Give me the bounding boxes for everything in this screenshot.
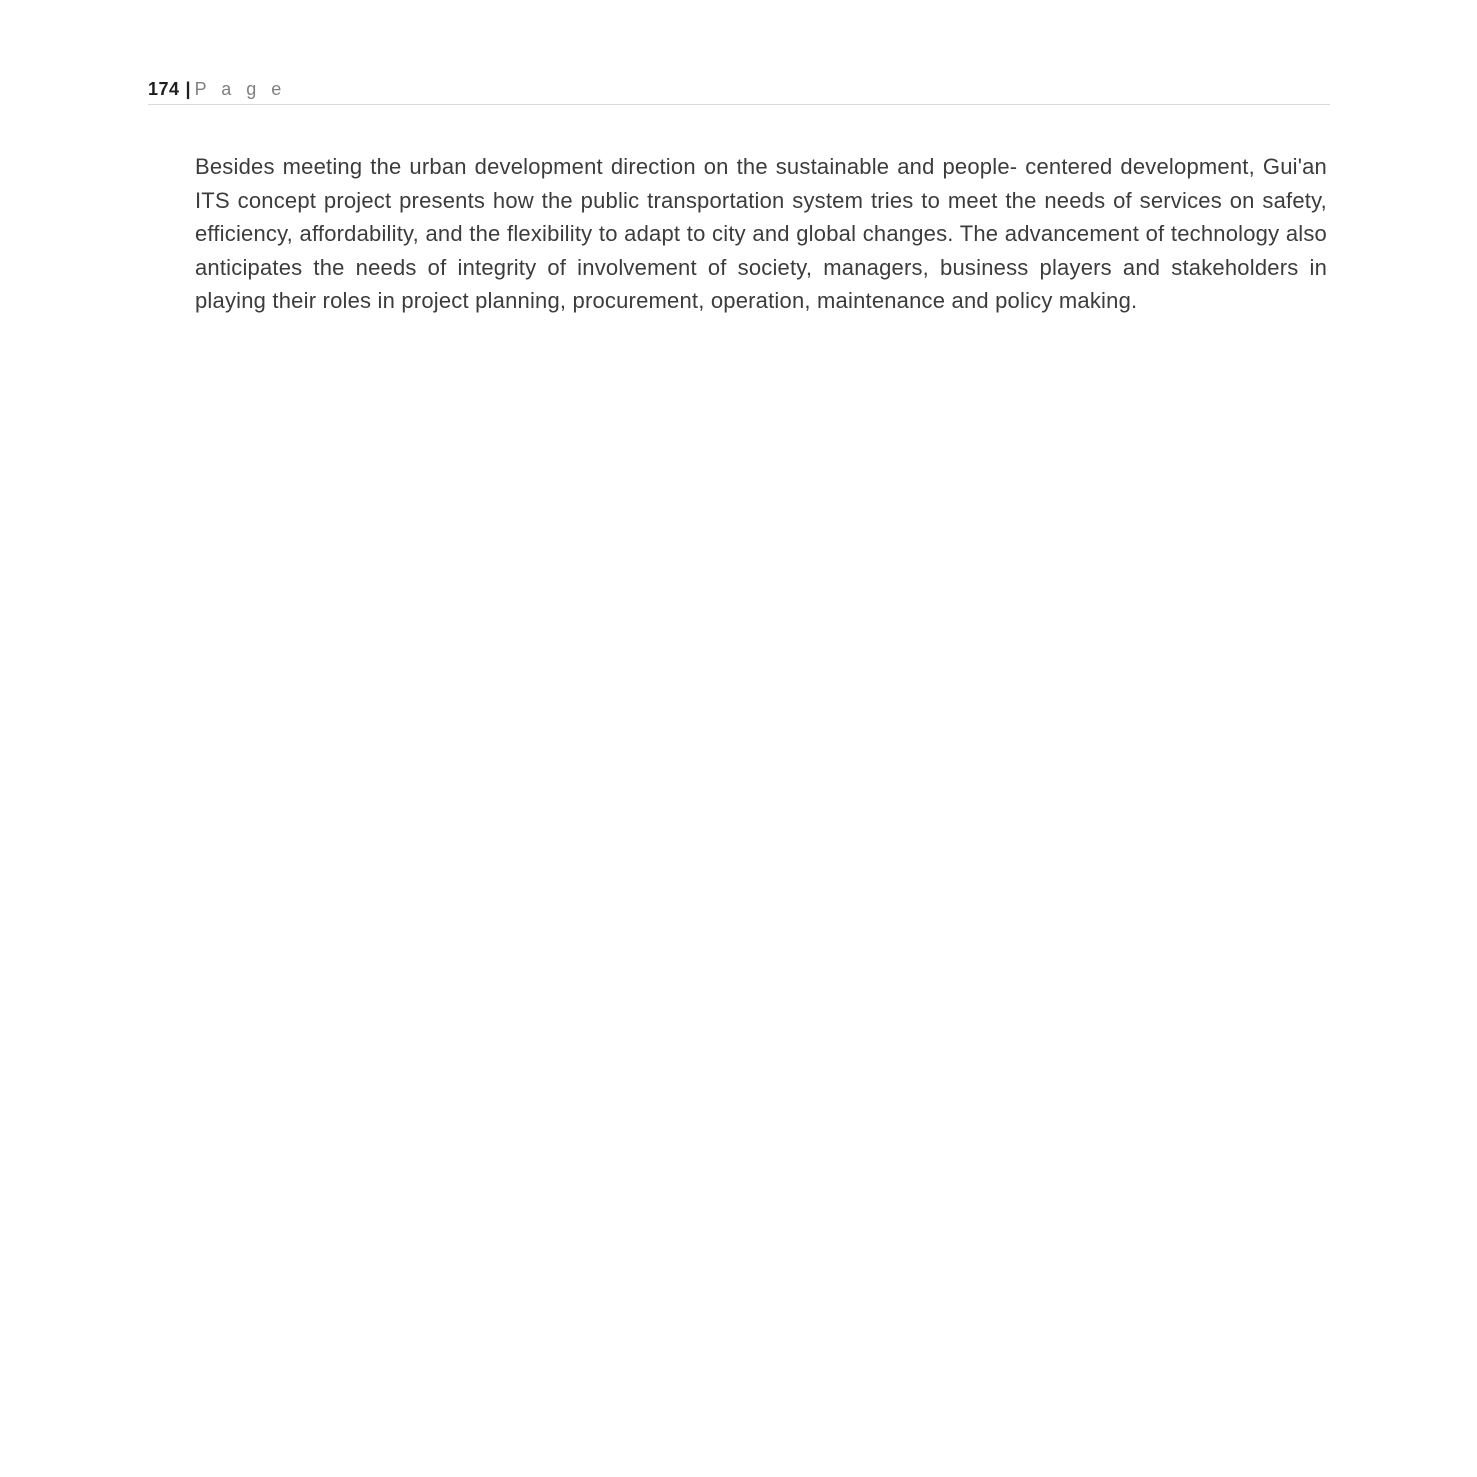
header-rule [148, 104, 1330, 105]
page-label: P a g e [194, 79, 287, 99]
page-header [148, 78, 1330, 100]
body-paragraph: Besides meeting the urban development direction on the sustainable and people- centered development, Gui'an ITS concept project presents how the public transportation system tries to meet the needs of services on safety, efficiency, affordability, and the flexibility to adapt to city and global changes. The advancement of technology also anticipates the needs of integrity of involvement of society, managers, business players and stakeholders in playing their roles in project planning, procurement, operation, maintenance and policy making. [195, 154, 1327, 313]
page-number: 174 [148, 79, 180, 99]
header-separator: | [185, 79, 191, 99]
